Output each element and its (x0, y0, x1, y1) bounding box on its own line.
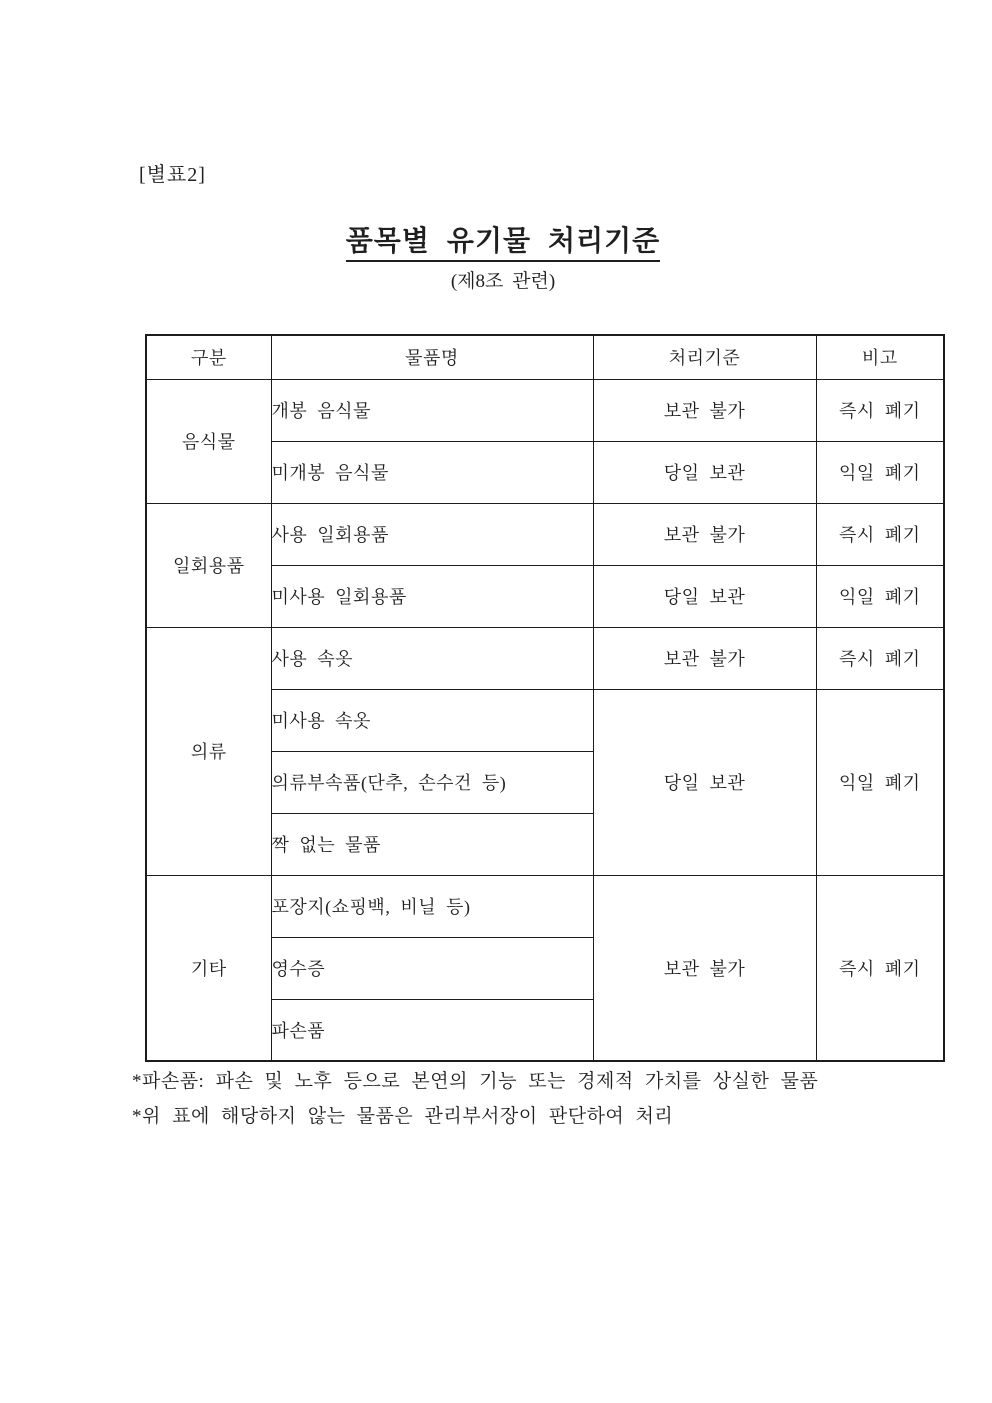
item-cell: 포장지(쇼핑백, 비닐 등) (271, 875, 593, 937)
table-row (146, 379, 944, 441)
standard-cell: 보관 불가 (593, 627, 816, 689)
item-cell: 사용 일회용품 (271, 503, 593, 565)
standard-cell-merged: 당일 보관 (593, 689, 816, 875)
note-cell: 즉시 폐기 (816, 379, 944, 441)
footnotes (132, 1064, 912, 1134)
subtitle-container (0, 266, 992, 293)
standard-cell: 보관 불가 (593, 503, 816, 565)
note-cell: 즉시 폐기 (816, 503, 944, 565)
column-header-category: 구분 (146, 335, 271, 379)
annex-label: [별표2] (139, 164, 206, 186)
disposal-standard-table (145, 334, 945, 1062)
table-row (146, 875, 944, 937)
category-cell-food: 음식물 (146, 379, 271, 503)
standard-cell: 당일 보관 (593, 441, 816, 503)
item-cell: 미사용 일회용품 (271, 565, 593, 627)
note-cell: 익일 폐기 (816, 441, 944, 503)
table-row (146, 627, 944, 689)
column-header-item: 물품명 (271, 335, 593, 379)
page-subtitle: (제8조 관련) (450, 271, 556, 292)
category-cell-clothing: 의류 (146, 627, 271, 875)
table-header-row (146, 335, 944, 379)
note-cell: 익일 폐기 (816, 565, 944, 627)
category-cell-disposables: 일회용품 (146, 503, 271, 627)
item-cell: 의류부속품(단추, 손수건 등) (271, 751, 593, 813)
page-title: 품목별 유기물 처리기준 (346, 219, 660, 262)
item-cell: 영수증 (271, 937, 593, 999)
title-container (0, 219, 992, 262)
item-cell: 개봉 음식물 (271, 379, 593, 441)
item-cell: 미개봉 음식물 (271, 441, 593, 503)
item-cell: 미사용 속옷 (271, 689, 593, 751)
footnote-broken-items: *파손품: 파손 및 노후 등으로 본연의 기능 또는 경제적 가치를 상실한 물품 (132, 1071, 819, 1092)
item-cell: 사용 속옷 (271, 627, 593, 689)
item-cell: 파손품 (271, 999, 593, 1061)
note-cell: 즉시 폐기 (816, 627, 944, 689)
item-cell: 짝 없는 물품 (271, 813, 593, 875)
standard-cell: 보관 불가 (593, 379, 816, 441)
category-cell-etc: 기타 (146, 875, 271, 1061)
note-cell-merged: 익일 폐기 (816, 689, 944, 875)
standard-cell-merged: 보관 불가 (593, 875, 816, 1061)
note-cell-merged: 즉시 폐기 (816, 875, 944, 1061)
table-row (146, 503, 944, 565)
standard-cell: 당일 보관 (593, 565, 816, 627)
column-header-standard: 처리기준 (593, 335, 816, 379)
footnote-other-items: *위 표에 해당하지 않는 물품은 관리부서장이 판단하여 처리 (132, 1106, 674, 1127)
column-header-note: 비고 (816, 335, 944, 379)
